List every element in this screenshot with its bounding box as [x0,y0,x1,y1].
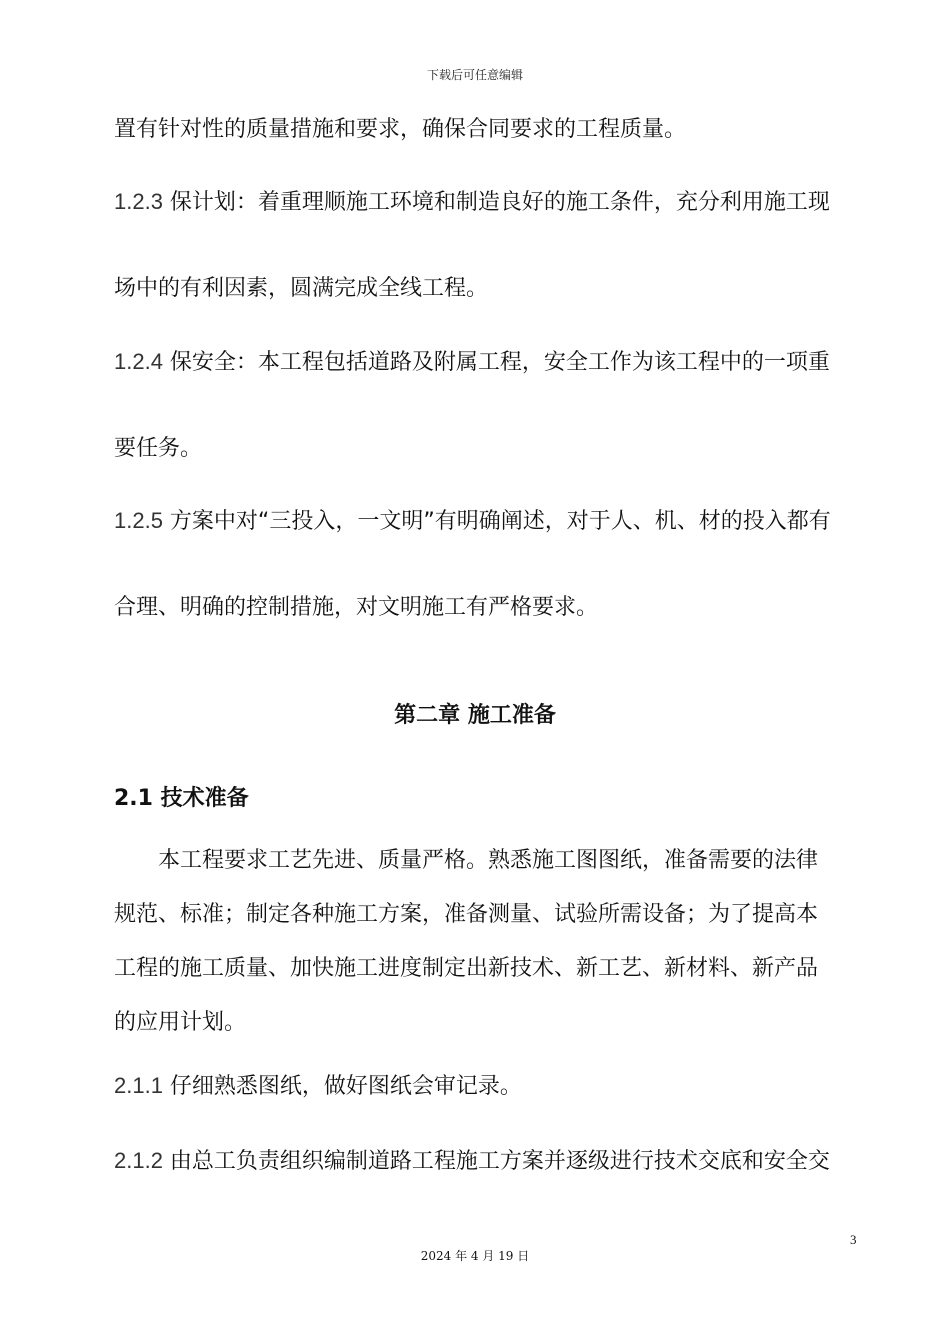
item-2-1-1 [114,1071,860,1102]
paragraph-line: 规范、标准；制定各种施工方案，准备测量、试验所需设备；为了提高本 [114,902,819,927]
page-footer-date: 2024 年 4 月 19 日 [420,1249,530,1263]
item-text: 由总工负责组织编制道路工程施工方案并逐级进行技术交底和安全交 [162,1149,830,1174]
item-1-2-4 [114,347,860,378]
item-text: 保计划：着重理顺施工环境和制造良好的施工条件，充分利用施工现 [162,190,830,215]
body-line: 场中的有利因素，圆满完成全线工程。 [114,276,489,301]
chapter-title: 第二章 施工准备 [394,703,556,728]
body-line: 合理、明确的控制措施，对文明施工有严格要求。 [114,595,599,620]
paragraph-line: 的应用计划。 [114,1010,247,1035]
body-line: 要任务。 [114,436,203,461]
item-text: 仔细熟悉图纸，做好图纸会审记录。 [162,1074,522,1099]
section-title: 2.1 技术准备 [114,786,249,811]
item-number: 1.2.3 [114,189,163,214]
item-text: 方案中对“三投入，一文明”有明确阐述，对于人、机、材的投入都有 [162,509,831,534]
page-header: 下载后可任意编辑 [426,68,523,82]
paragraph-line: 工程的施工质量、加快施工进度制定出新技术、新工艺、新材料、新产品 [114,956,819,981]
paragraph-line: 本工程要求工艺先进、质量严格。熟悉施工图图纸，准备需要的法律 [114,848,819,873]
item-text: 保安全：本工程包括道路及附属工程，安全工作为该工程中的一项重 [162,350,830,375]
item-number: 1.2.5 [114,508,163,533]
body-line: 置有针对性的质量措施和要求，确保合同要求的工程质量。 [114,117,687,142]
item-1-2-5 [114,506,860,537]
page-number: 3 [850,1232,857,1247]
item-1-2-3 [114,187,860,218]
item-number: 1.2.4 [114,349,163,374]
item-number: 2.1.2 [114,1148,163,1173]
item-2-1-2 [114,1146,860,1177]
item-number: 2.1.1 [114,1073,163,1098]
